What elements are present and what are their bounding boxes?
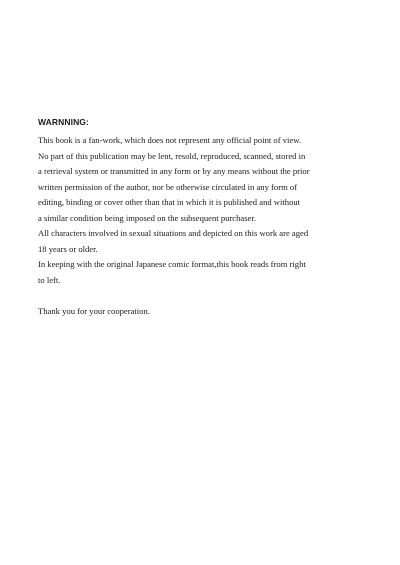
notice-line: to left. xyxy=(38,274,61,285)
notice-line: No part of this publication may be lent, resold, reproduced, scanned, stored in xyxy=(38,150,306,161)
notice-line: This book is a fan-work, which does not represent any official point of view. xyxy=(38,135,301,145)
notice-line: editing, binding or cover other than that in which it is published and without xyxy=(38,197,301,207)
notice-line: written permission of the author, nor be otherwise circulated in any form of xyxy=(38,181,298,192)
warning-notice xyxy=(38,116,368,319)
notice-heading: WARNNING: xyxy=(38,117,89,127)
notice-line: a retrieval system or transmitted in any form or by any means without the prior xyxy=(38,166,310,176)
notice-line: a similar condition being imposed on the subsequent purchaser. xyxy=(38,212,256,223)
notice-line: In keeping with the original Japanese comic format,this book reads from right xyxy=(38,259,306,269)
notice-line: 18 years or older. xyxy=(38,243,98,254)
paragraph-gap xyxy=(38,288,368,304)
closing-line: Thank you for your cooperation. xyxy=(38,305,150,316)
notice-line: All characters involved in sexual situations and depicted on this work are aged xyxy=(38,228,309,238)
